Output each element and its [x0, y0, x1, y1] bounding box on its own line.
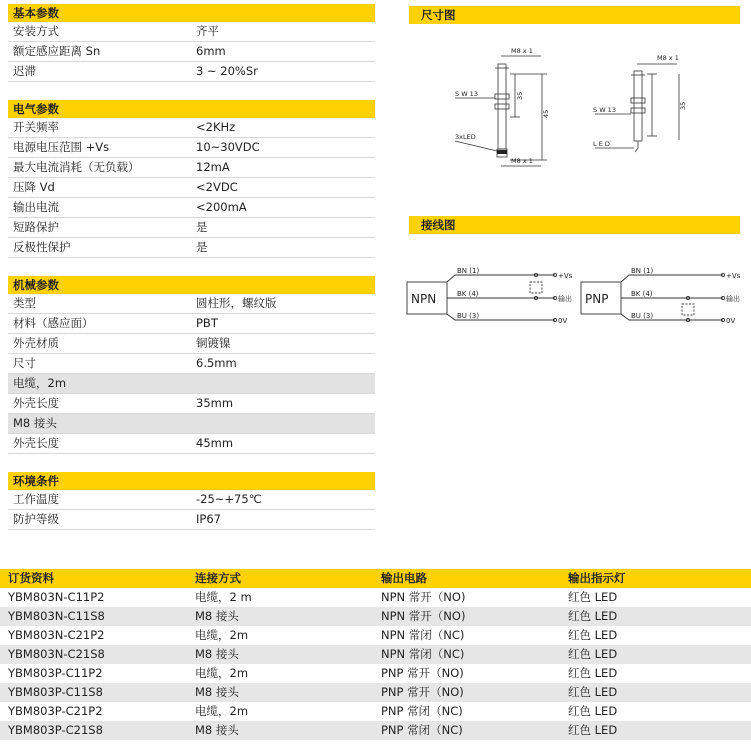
column-header: 输出电路 — [381, 571, 427, 585]
table-row — [0, 588, 751, 607]
table-row — [0, 702, 751, 721]
led-label: L E D — [593, 140, 610, 148]
table-row — [8, 22, 375, 42]
m8-label: M8 x 1 — [657, 54, 679, 62]
pnp-label: PNP — [585, 292, 609, 306]
param-value: 是 — [196, 240, 208, 254]
param-key: 短路保护 — [13, 220, 59, 234]
table-row — [8, 198, 375, 218]
output-circuit: PNP 常开（NO) — [381, 685, 464, 699]
indicator: 红色 LED — [568, 647, 618, 661]
bn-label: BN (1) — [457, 267, 480, 275]
table-row — [0, 721, 751, 740]
output-circuit: NPN 常闭（NC) — [381, 647, 465, 661]
param-value — [196, 374, 375, 393]
output-circuit: PNP 常闭（NC) — [381, 723, 463, 737]
output-circuit: NPN 常开（NO) — [381, 609, 466, 623]
column-header: 连接方式 — [195, 571, 241, 585]
param-value: 圆柱形，螺纹版 — [196, 296, 277, 310]
table-row — [8, 42, 375, 62]
param-value: -25~+75℃ — [196, 492, 262, 506]
param-value: IP67 — [196, 512, 221, 526]
param-value: <2VDC — [196, 180, 238, 194]
length-35-label: 35 — [516, 91, 524, 100]
table-row — [8, 510, 375, 530]
table-row — [8, 434, 375, 454]
param-value: 45mm — [196, 436, 234, 450]
indicator: 红色 LED — [568, 685, 618, 699]
output-circuit: PNP 常开（NO) — [381, 666, 464, 680]
m8-label: M8 x 1 — [511, 47, 533, 55]
table-row — [8, 314, 375, 334]
model-code: YBM803N-C21P2 — [8, 628, 105, 642]
table-row — [8, 178, 375, 198]
length-45-label: 45 — [542, 109, 550, 118]
param-value: 12mA — [196, 160, 230, 174]
bk-label: BK (4) — [457, 290, 479, 298]
connection: M8 接头 — [195, 647, 239, 661]
param-key: 开关频率 — [13, 120, 59, 134]
length-35-label: 35 — [679, 101, 687, 110]
mechanical-params-table — [8, 294, 375, 454]
param-value — [196, 414, 375, 433]
table-row — [8, 118, 375, 138]
model-code: YBM803P-C11P2 — [8, 666, 103, 680]
param-key: 电缆，2m — [13, 376, 67, 390]
zero-volt-label: 0V — [726, 317, 736, 325]
table-row — [8, 62, 375, 82]
column-header: 订货资料 — [8, 571, 54, 585]
table-row — [0, 645, 751, 664]
table-row — [8, 158, 375, 178]
indicator: 红色 LED — [568, 704, 618, 718]
connection: M8 接头 — [195, 723, 239, 737]
model-code: YBM803N-C11P2 — [8, 590, 105, 604]
param-key: M8 接头 — [13, 416, 57, 430]
param-key: 额定感应距离 Sn — [13, 44, 101, 58]
param-key: 外壳材质 — [13, 336, 59, 350]
environment-header: 环境条件 — [8, 472, 375, 490]
table-row — [0, 626, 751, 645]
param-value: 是 — [196, 220, 208, 234]
table-subheader-row — [8, 414, 375, 434]
indicator: 红色 LED — [568, 609, 618, 623]
output-circuit: NPN 常闭（NC) — [381, 628, 465, 642]
param-value: 6mm — [196, 44, 226, 58]
table-subheader-row — [8, 374, 375, 394]
param-key: 压降 Vd — [13, 180, 55, 194]
param-value: <2KHz — [196, 120, 236, 134]
bn-label: BN (1) — [631, 267, 654, 275]
zero-volt-label: 0V — [558, 317, 568, 325]
param-value: <200mA — [196, 200, 247, 214]
param-key: 外壳长度 — [13, 436, 59, 450]
output-circuit: NPN 常开（NO) — [381, 590, 466, 604]
param-key: 最大电流消耗（无负载） — [13, 160, 140, 174]
table-row — [8, 490, 375, 510]
output-label: 输出 — [726, 295, 740, 303]
vs-label: +Vs — [558, 272, 573, 280]
table-row — [8, 394, 375, 414]
bu-label: BU (3) — [457, 312, 480, 320]
basic-params-table — [8, 22, 375, 82]
table-row — [0, 664, 751, 683]
m8-label: M8 x 1 — [511, 157, 533, 165]
environment-table — [8, 490, 375, 530]
param-key: 输出电流 — [13, 200, 59, 214]
parameter-tables — [8, 0, 375, 530]
order-table-header — [0, 569, 751, 588]
param-value: 齐平 — [196, 24, 219, 38]
table-row — [8, 294, 375, 314]
param-value: 10~30VDC — [196, 140, 260, 154]
order-table — [0, 569, 751, 740]
param-value: 6.5mm — [196, 356, 237, 370]
param-value: 3 ~ 20%Sr — [196, 64, 258, 78]
param-value: PBT — [196, 316, 218, 330]
dimension-drawing-header: 尺寸图 — [409, 6, 740, 24]
wiring-diagram — [405, 258, 751, 333]
mechanical-params-header: 机械参数 — [8, 276, 375, 294]
table-row — [0, 607, 751, 626]
param-key: 工作温度 — [13, 492, 59, 506]
output-circuit: PNP 常闭（NC) — [381, 704, 463, 718]
param-key: 防护等级 — [13, 512, 59, 526]
connection: 电缆，2m — [195, 704, 249, 718]
vs-label: +Vs — [726, 272, 741, 280]
model-code: YBM803P-C11S8 — [8, 685, 103, 699]
npn-label: NPN — [411, 292, 437, 306]
column-header: 输出指示灯 — [568, 571, 626, 585]
electrical-params-table — [8, 118, 375, 258]
sw-label: S W 13 — [593, 106, 616, 114]
output-label: 输出 — [558, 295, 572, 303]
connection: M8 接头 — [195, 685, 239, 699]
bk-label: BK (4) — [631, 290, 653, 298]
model-code: YBM803N-C21S8 — [8, 647, 105, 661]
param-key: 反极性保护 — [13, 240, 71, 254]
basic-params-header: 基本参数 — [8, 4, 375, 22]
table-row — [8, 218, 375, 238]
table-row — [8, 238, 375, 258]
dimension-drawing — [409, 28, 744, 178]
connection: M8 接头 — [195, 609, 239, 623]
wiring-diagram-header: 接线图 — [409, 216, 740, 234]
param-value: 铜镀镍 — [196, 336, 231, 350]
electrical-params-header: 电气参数 — [8, 100, 375, 118]
indicator: 红色 LED — [568, 590, 618, 604]
sw-label: S W 13 — [455, 90, 478, 98]
connection: 电缆，2m — [195, 666, 249, 680]
param-key: 迟滞 — [13, 64, 36, 78]
param-key: 尺寸 — [13, 356, 36, 370]
param-key: 类型 — [13, 296, 36, 310]
model-code: YBM803P-C21P2 — [8, 704, 103, 718]
indicator: 红色 LED — [568, 628, 618, 642]
indicator: 红色 LED — [568, 666, 618, 680]
param-key: 外壳长度 — [13, 396, 59, 410]
connection: 电缆，2m — [195, 628, 249, 642]
table-row — [8, 138, 375, 158]
param-key: 安装方式 — [13, 24, 59, 38]
param-value: 35mm — [196, 396, 234, 410]
param-key: 材料（感应面） — [13, 316, 94, 330]
table-row — [0, 683, 751, 702]
bu-label: BU (3) — [631, 312, 654, 320]
table-row — [8, 334, 375, 354]
table-row — [8, 354, 375, 374]
model-code: YBM803P-C21S8 — [8, 723, 103, 737]
connection: 电缆，2 m — [195, 590, 252, 604]
param-key: 电源电压范围 +Vs — [13, 140, 110, 154]
indicator: 红色 LED — [568, 723, 618, 737]
model-code: YBM803N-C11S8 — [8, 609, 105, 623]
led-label: 3xLED — [455, 133, 476, 141]
